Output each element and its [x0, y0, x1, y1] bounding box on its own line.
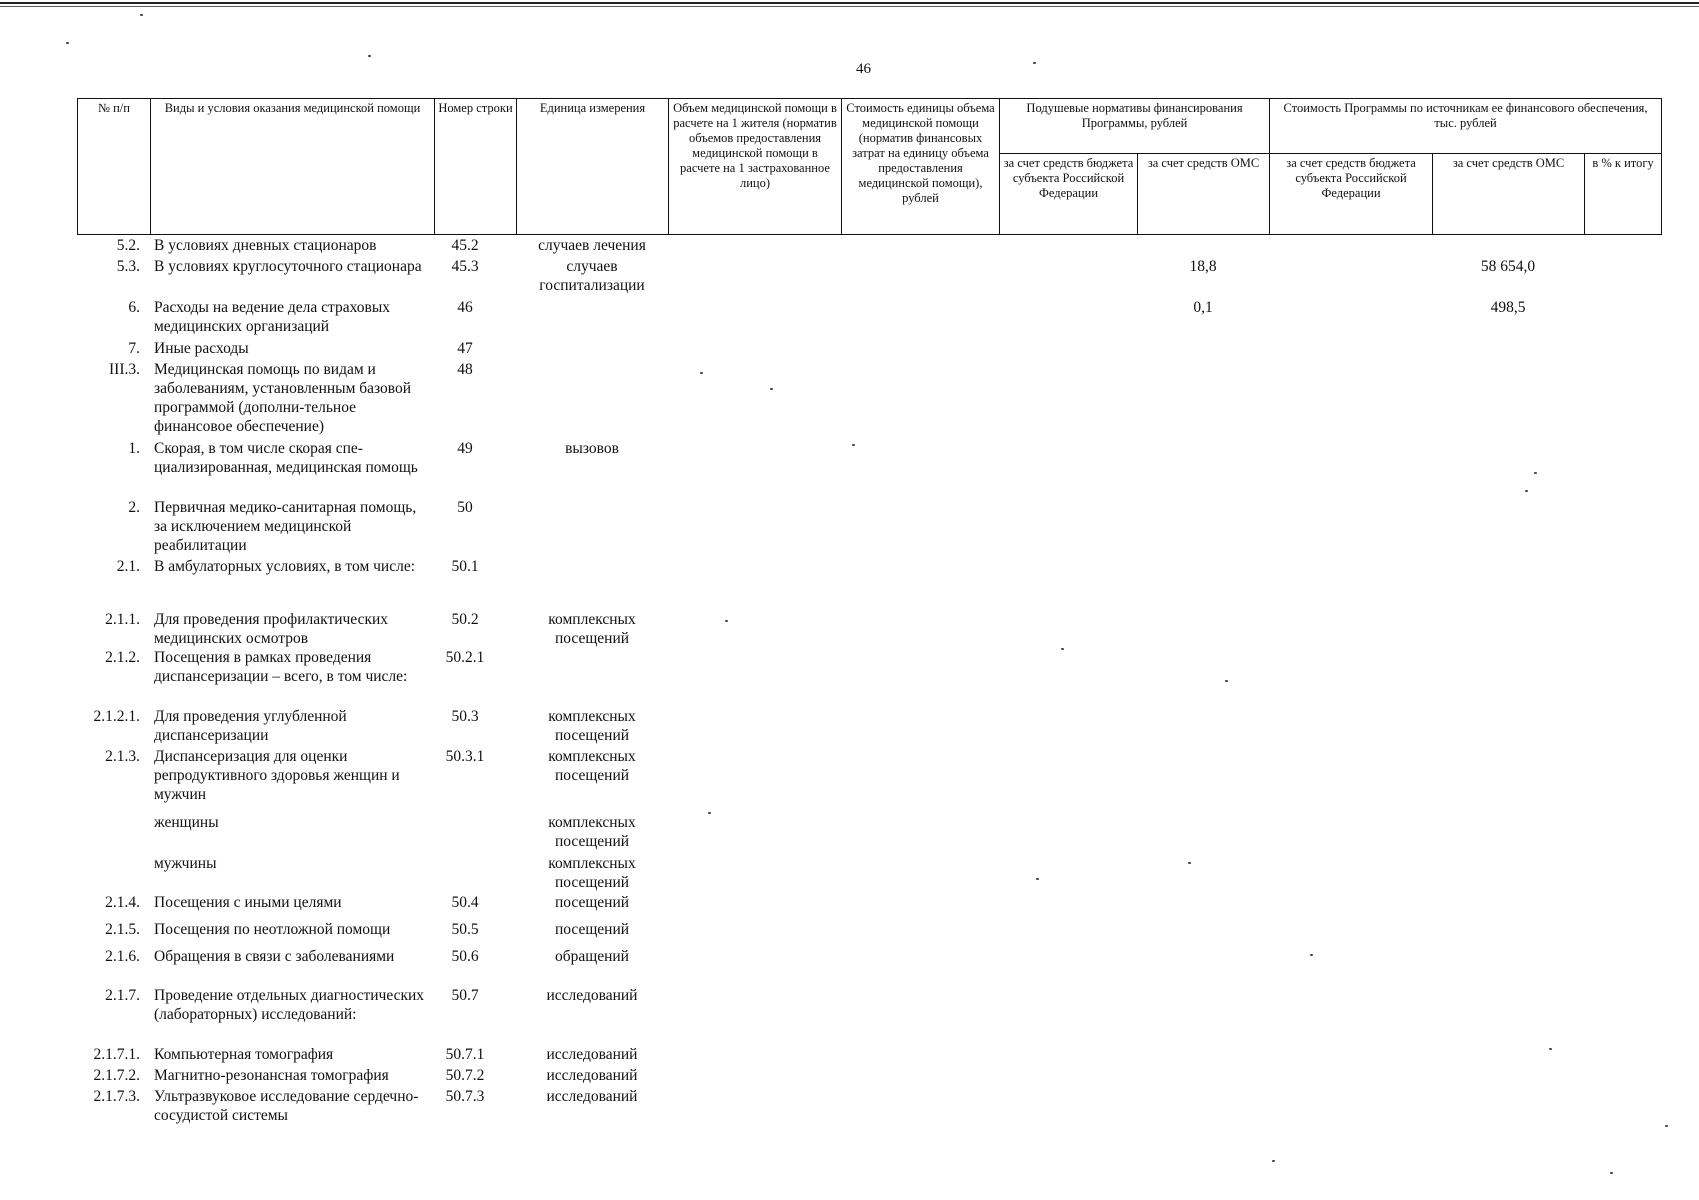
row-unit-cost [841, 1066, 999, 1087]
row-program-percent [1584, 648, 1661, 707]
row-program-budget [1269, 648, 1432, 707]
row-program-oms [1432, 920, 1584, 947]
row-program-percent [1584, 893, 1661, 920]
row-line-number [434, 854, 516, 893]
row-name: женщины [154, 814, 219, 831]
row-volume [668, 1045, 841, 1066]
row-percap-oms [1137, 1066, 1269, 1087]
row-volume [668, 360, 841, 439]
row-percap-oms [1137, 813, 1269, 854]
row-line-number: 50.2 [451, 611, 479, 628]
row-percap-oms [1137, 1045, 1269, 1066]
row-program-oms [1432, 648, 1584, 707]
row-number: 5.3. [116, 258, 140, 275]
row-line-number: 50.7.2 [445, 1067, 485, 1084]
row-percap-budget [999, 339, 1137, 360]
row-program-budget [1269, 557, 1432, 605]
row-number: 7. [128, 340, 140, 357]
row-volume [668, 339, 841, 360]
scan-speck [1033, 62, 1036, 64]
row-unit-cost [841, 947, 999, 986]
row-line-number: 50 [457, 499, 473, 516]
row-unit-cost [841, 854, 999, 893]
row-name: Диспансеризация для оценки репродуктивного здоровья женщин и мужчин [154, 748, 400, 803]
row-number: 6. [128, 299, 140, 316]
table-row [77, 947, 1661, 986]
row-program-budget [1269, 339, 1432, 360]
row-number: 2.1.7. [105, 987, 140, 1004]
row-program-percent [1584, 707, 1661, 747]
row-program-percent [1584, 1087, 1661, 1128]
row-name: Для проведения профилактических медицинских осмотров [154, 611, 389, 647]
row-unit-cost [841, 339, 999, 360]
row-unit-cost [841, 257, 999, 298]
row-volume [668, 298, 841, 339]
header-line-number: Номер строки [435, 99, 517, 235]
row-program-oms [1432, 747, 1584, 813]
row-program-percent [1584, 439, 1661, 498]
row-program-budget [1269, 298, 1432, 339]
row-volume [668, 893, 841, 920]
row-name: Обращения в связи с заболеваниями [154, 948, 395, 965]
table-row [77, 439, 1661, 498]
row-name: Посещения по неотложной помощи [154, 921, 391, 938]
row-volume [668, 648, 841, 707]
row-number: 2.1. [116, 558, 140, 575]
row-line-number [434, 813, 516, 854]
row-unit-cost [841, 498, 999, 557]
row-name: Расходы на ведение дела страховых медицинских организаций [154, 299, 390, 335]
row-percap-budget [999, 557, 1137, 605]
table-row [77, 893, 1661, 920]
row-percap-budget [999, 648, 1137, 707]
row-unit-cost [841, 1045, 999, 1066]
row-program-budget [1269, 854, 1432, 893]
row-percap-budget [999, 707, 1137, 747]
header-kinds: Виды и условия оказания медицинской помощи [151, 99, 435, 235]
row-volume [668, 813, 841, 854]
row-program-oms [1432, 498, 1584, 557]
row-program-percent [1584, 747, 1661, 813]
table-row [77, 747, 1661, 813]
row-volume [668, 747, 841, 813]
row-percap-oms: 18,8 [1189, 258, 1217, 275]
row-number: 2.1.1. [105, 611, 140, 628]
row-percap-budget [999, 747, 1137, 813]
row-number: 5.2. [116, 237, 140, 254]
row-unit: исследований [546, 1088, 638, 1105]
row-program-budget [1269, 498, 1432, 557]
row-volume [668, 854, 841, 893]
header-program-budget: за счет средств бюджета субъекта Российской Федерации [1270, 154, 1433, 235]
row-percap-budget [999, 257, 1137, 298]
row-percap-budget [999, 813, 1137, 854]
row-unit-cost [841, 236, 999, 257]
row-name: Ультразвуковое исследование сердечно-сосудистой системы [154, 1088, 419, 1124]
header-program-cost: Стоимость Программы по источникам ее финансового обеспечения, тыс. рублей [1270, 99, 1662, 154]
row-percap-budget [999, 298, 1137, 339]
table-row [77, 339, 1661, 360]
row-program-budget [1269, 1087, 1432, 1128]
table-row [77, 360, 1661, 439]
row-percap-budget [999, 893, 1137, 920]
row-percap-oms [1137, 1087, 1269, 1128]
row-program-percent [1584, 986, 1661, 1045]
row-program-percent [1584, 1066, 1661, 1087]
row-program-percent [1584, 339, 1661, 360]
row-unit [516, 339, 668, 360]
row-unit-cost [841, 707, 999, 747]
row-percap-oms [1137, 947, 1269, 986]
table-row [77, 813, 1661, 854]
row-program-oms [1432, 339, 1584, 360]
row-unit: исследований [546, 1067, 638, 1084]
row-name: Скорая, в том числе скорая спе-циализированная, медицинская помощь [154, 440, 418, 476]
row-line-number: 50.1 [451, 558, 479, 575]
row-line-number: 50.6 [451, 948, 479, 965]
row-program-budget [1269, 257, 1432, 298]
header-program-oms: за счет средств ОМС [1433, 154, 1585, 235]
row-program-budget [1269, 893, 1432, 920]
row-program-percent [1584, 557, 1661, 605]
scan-speck [1272, 1160, 1275, 1162]
row-program-percent [1584, 298, 1661, 339]
row-program-budget [1269, 920, 1432, 947]
row-line-number: 46 [457, 299, 473, 316]
row-program-oms [1432, 1087, 1584, 1128]
row-program-percent [1584, 257, 1661, 298]
row-line-number: 50.7.3 [445, 1088, 485, 1105]
row-line-number: 49 [457, 440, 473, 457]
row-number: 2.1.7.1. [93, 1046, 140, 1063]
row-percap-budget [999, 605, 1137, 648]
row-volume [668, 439, 841, 498]
table-row [77, 707, 1661, 747]
row-program-budget [1269, 1066, 1432, 1087]
row-program-oms: 498,5 [1490, 299, 1526, 316]
row-program-oms: 58 654,0 [1480, 258, 1536, 275]
table-row [77, 605, 1661, 648]
row-program-percent [1584, 360, 1661, 439]
row-volume [668, 947, 841, 986]
row-unit-cost [841, 747, 999, 813]
row-number: 2.1.3. [105, 748, 140, 765]
row-name: мужчины [154, 855, 217, 872]
row-percap-oms [1137, 236, 1269, 257]
scan-speck [1665, 1125, 1668, 1127]
row-volume [668, 1066, 841, 1087]
row-percap-oms: 0,1 [1193, 299, 1213, 316]
row-unit-cost [841, 893, 999, 920]
row-percap-oms [1137, 339, 1269, 360]
row-percap-oms [1137, 439, 1269, 498]
row-line-number: 45.3 [451, 258, 479, 275]
row-number [77, 813, 150, 854]
page-number: 46 [856, 61, 871, 77]
row-name: Первичная медико-санитарная помощь, за исключением медицинской реабилитации [154, 499, 417, 554]
row-line-number: 50.3.1 [445, 748, 485, 765]
row-line-number: 48 [457, 361, 473, 378]
row-program-oms [1432, 947, 1584, 986]
row-line-number: 47 [457, 340, 473, 357]
row-unit-cost [841, 1087, 999, 1128]
row-program-oms [1432, 813, 1584, 854]
row-unit: комплексных посещений [548, 611, 636, 647]
row-unit-cost [841, 298, 999, 339]
row-percap-oms [1137, 747, 1269, 813]
row-percap-budget [999, 360, 1137, 439]
row-unit: комплексных посещений [548, 814, 636, 850]
row-unit: комплексных посещений [548, 855, 636, 891]
table-row [77, 498, 1661, 557]
row-program-oms [1432, 893, 1584, 920]
row-unit: посещений [554, 894, 630, 911]
row-program-percent [1584, 920, 1661, 947]
row-volume [668, 557, 841, 605]
row-program-oms [1432, 605, 1584, 648]
table-row [77, 920, 1661, 947]
row-program-oms [1432, 1066, 1584, 1087]
table-header [77, 98, 1662, 235]
row-name: Компьютерная томография [154, 1046, 334, 1063]
row-program-percent [1584, 236, 1661, 257]
row-program-percent [1584, 1045, 1661, 1066]
row-line-number: 50.3 [451, 708, 479, 725]
header-per-capita: Подушевые нормативы финансирования Программы, рублей [1000, 99, 1270, 154]
row-name: Для проведения углубленной диспансеризации [154, 708, 347, 744]
row-name: Магнитно-резонансная томография [154, 1067, 389, 1084]
row-unit-cost [841, 360, 999, 439]
row-program-percent [1584, 605, 1661, 648]
row-unit: вызовов [565, 440, 619, 457]
row-number: 2.1.4. [105, 894, 140, 911]
row-name: Посещения с иными целями [154, 894, 342, 911]
row-percap-oms [1137, 648, 1269, 707]
header-per-capita-budget: за счет средств бюджета субъекта Российской Федерации [1000, 154, 1138, 235]
row-number: 2.1.2. [105, 649, 140, 666]
row-number: 1. [128, 440, 140, 457]
row-program-percent [1584, 498, 1661, 557]
header-unit-cost: Стоимость единицы объема медицинской помощи (норматив финансовых затрат на единицу объема предоставления медицинской помощи), рублей [842, 99, 1000, 235]
row-unit-cost [841, 813, 999, 854]
row-line-number: 50.7.1 [445, 1046, 485, 1063]
table-row [77, 986, 1661, 1045]
table-row [77, 1066, 1661, 1087]
row-program-oms [1432, 236, 1584, 257]
row-name: Посещения в рамках проведения диспансеризации – всего, в том числе: [154, 649, 408, 685]
row-unit: комплексных посещений [548, 708, 636, 744]
row-number: III.3. [109, 361, 140, 378]
row-percap-oms [1137, 360, 1269, 439]
table-row [77, 557, 1661, 605]
row-number: 2.1.7.2. [93, 1067, 140, 1084]
row-volume [668, 605, 841, 648]
row-line-number: 50.7 [451, 987, 479, 1004]
table-row [77, 1045, 1661, 1066]
table-row [77, 298, 1661, 339]
row-number: 2.1.5. [105, 921, 140, 938]
row-name: В условиях круглосуточного стационара [154, 258, 422, 275]
row-program-percent [1584, 854, 1661, 893]
row-program-oms [1432, 557, 1584, 605]
row-percap-budget [999, 1087, 1137, 1128]
row-percap-budget [999, 1066, 1137, 1087]
row-number: 2.1.6. [105, 948, 140, 965]
row-percap-budget [999, 236, 1137, 257]
row-percap-oms [1137, 893, 1269, 920]
row-program-budget [1269, 236, 1432, 257]
row-number [77, 854, 150, 893]
header-program-percent: в % к итогу [1585, 154, 1662, 235]
row-program-budget [1269, 747, 1432, 813]
row-program-oms [1432, 439, 1584, 498]
row-name: В условиях дневных стационаров [154, 237, 377, 254]
row-unit: исследований [546, 1046, 638, 1063]
row-volume [668, 707, 841, 747]
row-line-number: 50.2.1 [445, 649, 485, 666]
row-program-budget [1269, 439, 1432, 498]
row-percap-oms [1137, 707, 1269, 747]
row-unit-cost [841, 557, 999, 605]
row-unit [516, 557, 668, 605]
header-per-capita-oms: за счет средств ОМС [1138, 154, 1270, 235]
row-program-budget [1269, 605, 1432, 648]
row-volume [668, 498, 841, 557]
row-unit: комплексных посещений [548, 748, 636, 784]
scan-speck [1610, 1172, 1613, 1174]
row-program-budget [1269, 1045, 1432, 1066]
row-program-oms [1432, 986, 1584, 1045]
scan-top-border-thin [0, 6, 1699, 7]
row-name: Иные расходы [154, 340, 249, 357]
scan-speck [66, 42, 69, 44]
row-program-oms [1432, 707, 1584, 747]
row-percap-oms [1137, 920, 1269, 947]
row-name: Проведение отдельных диагностических (лабораторных) исследований: [154, 987, 425, 1023]
row-name: В амбулаторных условиях, в том числе: [154, 558, 416, 575]
row-program-budget [1269, 813, 1432, 854]
row-unit: обращений [555, 948, 629, 965]
row-number: 2.1.7.3. [93, 1088, 140, 1105]
row-program-percent [1584, 947, 1661, 986]
row-unit [516, 498, 668, 557]
row-program-budget [1269, 986, 1432, 1045]
table-row [77, 854, 1661, 893]
row-volume [668, 257, 841, 298]
row-percap-oms [1137, 557, 1269, 605]
row-percap-budget [999, 920, 1137, 947]
row-unit-cost [841, 986, 999, 1045]
data-table [77, 236, 1661, 1128]
row-program-budget [1269, 707, 1432, 747]
row-volume [668, 236, 841, 257]
table-row [77, 257, 1661, 298]
row-percap-budget [999, 854, 1137, 893]
scan-speck [368, 55, 371, 57]
table-row [77, 1087, 1661, 1128]
row-percap-oms [1137, 605, 1269, 648]
row-unit [516, 360, 668, 439]
row-program-oms [1432, 854, 1584, 893]
row-unit [516, 648, 668, 707]
row-number: 2.1.2.1. [93, 708, 140, 725]
row-unit: исследований [546, 987, 638, 1004]
row-unit-cost [841, 648, 999, 707]
row-percap-oms [1137, 498, 1269, 557]
table-row [77, 648, 1661, 707]
row-percap-budget [999, 947, 1137, 986]
row-program-percent [1584, 813, 1661, 854]
row-percap-budget [999, 439, 1137, 498]
row-unit-cost [841, 920, 999, 947]
row-unit: посещений [554, 921, 630, 938]
row-line-number: 50.5 [451, 921, 479, 938]
header-num: № п/п [78, 99, 151, 235]
row-program-oms [1432, 1045, 1584, 1066]
header-volume: Объем медицинской помощи в расчете на 1 жителя (норматив объемов предоставления медицинской помощи в расчете на 1 застрахованное лицо) [669, 99, 842, 235]
row-unit [516, 298, 668, 339]
row-program-budget [1269, 947, 1432, 986]
header-unit: Единица измерения [517, 99, 669, 235]
row-percap-budget [999, 1045, 1137, 1066]
row-unit-cost [841, 439, 999, 498]
row-volume [668, 920, 841, 947]
table-row [77, 236, 1661, 257]
row-program-budget [1269, 360, 1432, 439]
row-line-number: 50.4 [451, 894, 479, 911]
row-number: 2. [128, 499, 140, 516]
row-volume [668, 1087, 841, 1128]
row-percap-budget [999, 986, 1137, 1045]
row-unit-cost [841, 605, 999, 648]
row-program-oms [1432, 360, 1584, 439]
row-unit: случаев лечения [538, 237, 646, 254]
scan-speck [140, 14, 143, 16]
row-volume [668, 986, 841, 1045]
row-percap-oms [1137, 986, 1269, 1045]
row-unit: случаев госпитализации [539, 258, 645, 294]
row-percap-budget [999, 498, 1137, 557]
row-line-number: 45.2 [451, 237, 479, 254]
scan-top-border [0, 2, 1699, 4]
row-name: Медицинская помощь по видам и заболеваниям, установленным базовой программой (дополни-тельное финансовое обеспечение) [154, 361, 412, 435]
row-percap-oms [1137, 854, 1269, 893]
